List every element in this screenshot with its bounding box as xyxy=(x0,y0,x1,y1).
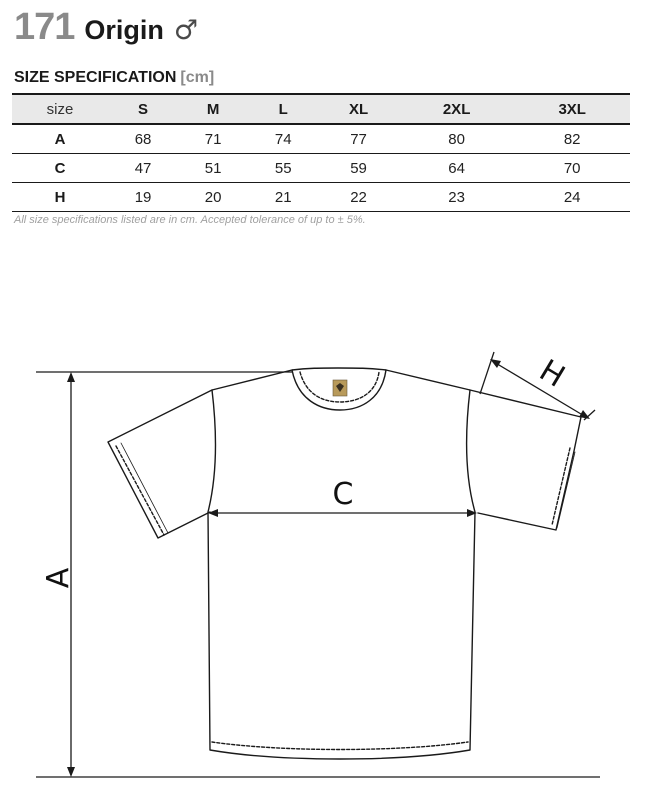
table-cell: 70 xyxy=(563,159,581,177)
tolerance-note: All size specifications listed are in cm. Accepted tolerance of up to ± 5%. xyxy=(14,214,366,226)
table-cell: 68 xyxy=(134,130,152,148)
table-cell: 21 xyxy=(274,188,292,206)
dimension-label-h: H xyxy=(533,353,571,395)
left-sleeve-hem xyxy=(116,446,164,535)
column-header-m: M xyxy=(206,100,220,118)
column-header-2xl: 2XL xyxy=(442,100,471,118)
tshirt-body-outline xyxy=(208,368,475,759)
table-cell: 80 xyxy=(448,130,465,148)
table-cell: 74 xyxy=(274,130,292,148)
table-cell: 59 xyxy=(350,159,367,177)
table-header-row xyxy=(12,94,630,124)
right-sleeve-outline xyxy=(470,390,581,530)
table-cell: 23 xyxy=(448,188,465,206)
table-row-h xyxy=(12,183,630,212)
row-label-c: C xyxy=(54,159,66,177)
model-name: Origin xyxy=(84,15,164,45)
bottom-hem xyxy=(212,742,468,750)
table-row-a xyxy=(12,124,630,154)
table-cell: 77 xyxy=(350,130,367,148)
male-icon: ♂ xyxy=(173,15,199,46)
table-cell: 24 xyxy=(563,188,581,206)
column-header-l: L xyxy=(278,100,288,118)
dimension-label-c: C xyxy=(332,477,354,512)
tshirt-diagram xyxy=(0,340,670,803)
size-table xyxy=(12,93,630,212)
size-spec-unit: [cm] xyxy=(180,69,215,86)
column-header-size: size xyxy=(46,100,74,118)
table-cell: 20 xyxy=(204,188,222,206)
product-title xyxy=(14,6,198,50)
column-header-3xl: 3XL xyxy=(558,100,586,118)
table-cell: 19 xyxy=(134,188,152,206)
table-cell: 51 xyxy=(204,159,222,177)
table-cell: 71 xyxy=(204,130,222,148)
right-sleeve-hem xyxy=(552,448,570,525)
table-cell: 22 xyxy=(350,188,367,206)
model-number: 171 xyxy=(14,6,75,48)
row-label-a: A xyxy=(54,130,66,148)
table-cell: 55 xyxy=(274,159,292,177)
table-cell: 47 xyxy=(134,159,152,177)
table-cell: 82 xyxy=(563,130,581,148)
dimension-label-a: A xyxy=(41,567,76,589)
row-label-h: H xyxy=(54,188,66,206)
column-header-s: S xyxy=(138,100,149,118)
size-spec-title: SIZE SPECIFICATION xyxy=(14,69,177,86)
table-cell: 64 xyxy=(448,159,465,177)
size-spec-heading xyxy=(14,69,214,87)
column-header-xl: XL xyxy=(348,100,369,118)
left-sleeve-outline xyxy=(108,390,212,538)
table-row-c xyxy=(12,154,630,183)
